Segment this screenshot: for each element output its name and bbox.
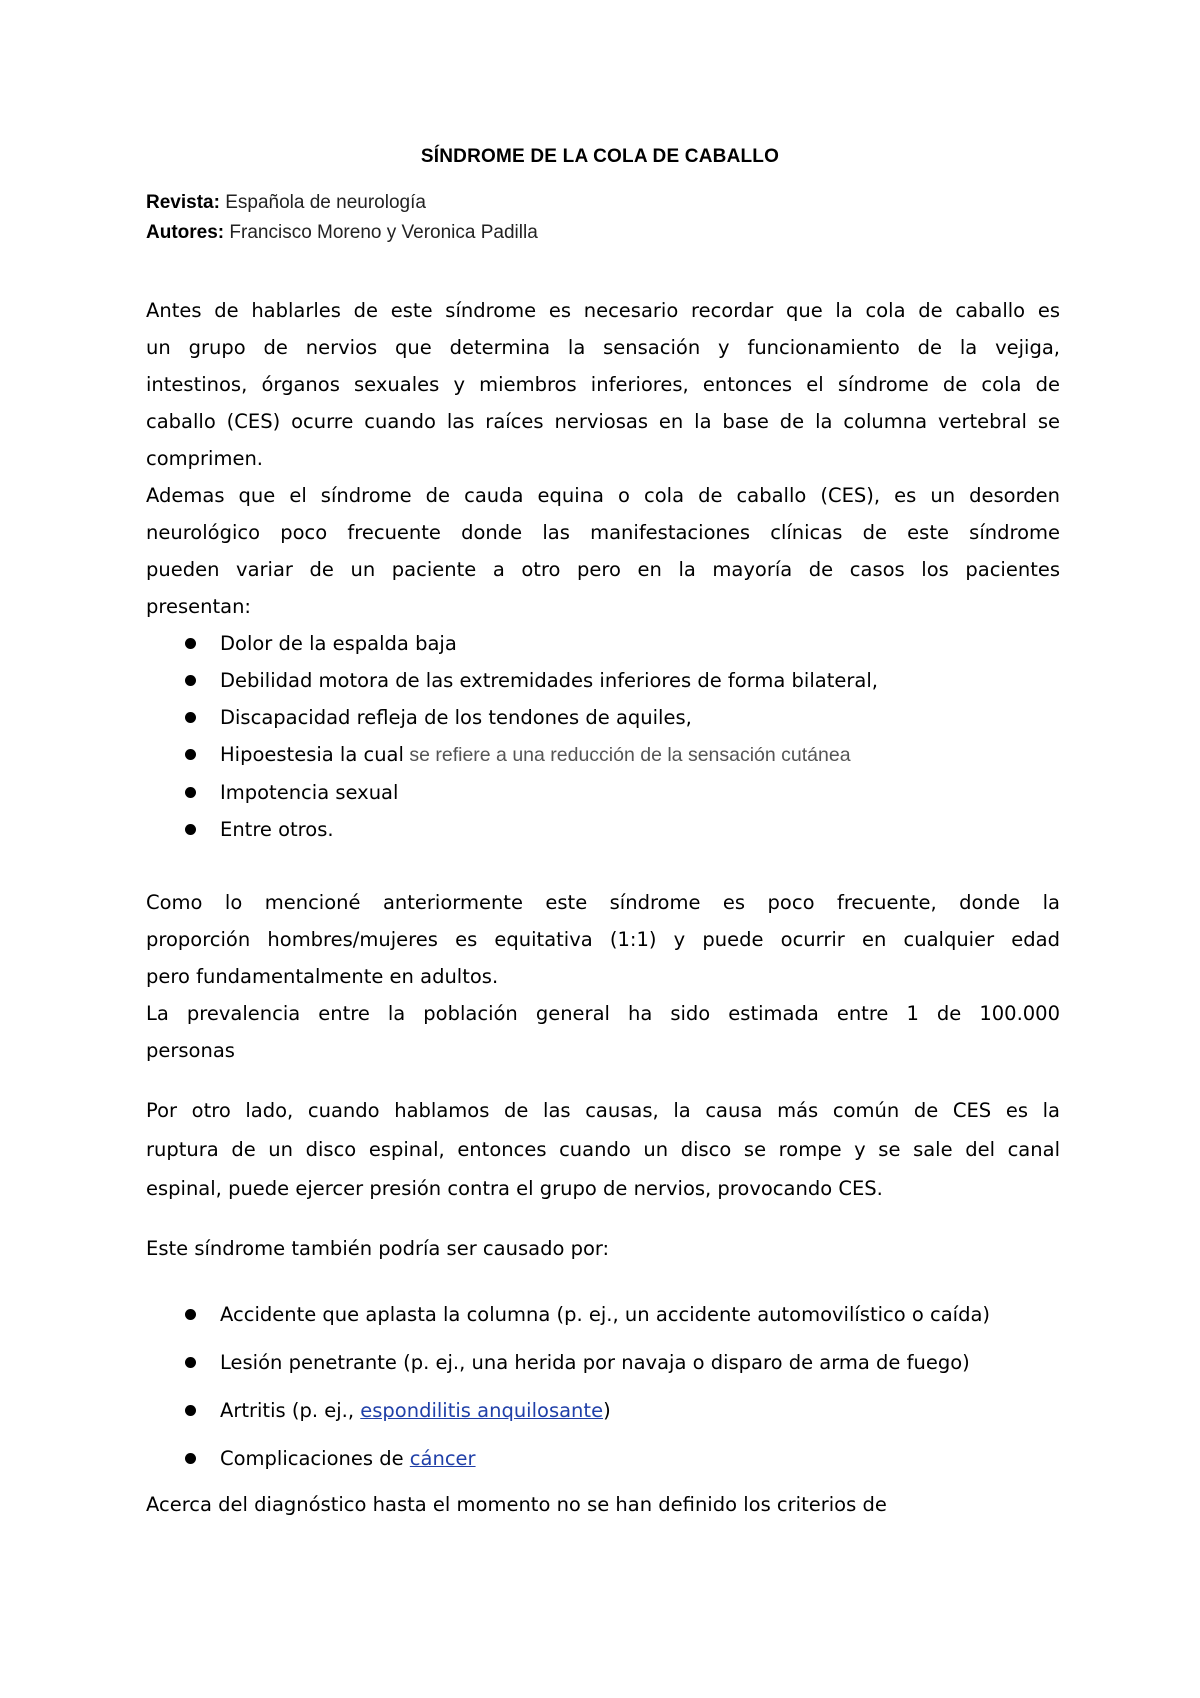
document-meta xyxy=(146,188,538,248)
bullet-icon xyxy=(185,1309,196,1320)
bullet-icon xyxy=(185,712,196,723)
bullet-icon xyxy=(185,638,196,649)
bullet-icon xyxy=(185,749,196,760)
paragraph-line: Por otro lado, cuando hablamos de las causas, la causa más común de CES es la xyxy=(146,1099,1060,1122)
causes-list xyxy=(146,1291,1060,1483)
paragraph-line: ruptura de un disco espinal, entonces cuando un disco se rompe y se sale del canal xyxy=(146,1138,1060,1161)
list-item: Artritis (p. ej., espondilitis anquilosante) xyxy=(146,1387,1060,1435)
bullet-icon xyxy=(185,1453,196,1464)
link-espondilitis[interactable]: espondilitis anquilosante xyxy=(360,1399,604,1422)
paragraph-line: Este síndrome también podría ser causado por: xyxy=(146,1237,610,1260)
paragraph-line: personas xyxy=(146,1039,235,1062)
authors-value: Francisco Moreno y Veronica Padilla xyxy=(229,222,538,243)
paragraph-line: Antes de hablarles de este síndrome es necesario recordar que la cola de caballo es xyxy=(146,299,1060,322)
paragraph-line: Acerca del diagnóstico hasta el momento no se han definido los criterios de xyxy=(146,1493,887,1516)
paragraph-line: proporción hombres/mujeres es equitativa (1:1) y puede ocurrir en cualquier edad xyxy=(146,928,1060,951)
authors-line xyxy=(146,218,538,248)
list-item: Impotencia sexual xyxy=(146,774,1060,811)
journal-label: Revista: xyxy=(146,192,220,213)
list-item: Hipoestesia la cual se refiere a una reducción de la sensación cutánea xyxy=(146,736,1060,774)
paragraph-line: pero fundamentalmente en adultos. xyxy=(146,965,499,988)
bullet-icon xyxy=(185,787,196,798)
paragraph-diagnosis xyxy=(146,1486,1060,1523)
paragraph-intro xyxy=(146,292,1060,477)
paragraph-line: neurológico poco frecuente donde las manifestaciones clínicas de este síndrome xyxy=(146,521,1060,544)
paragraph-line: comprimen. xyxy=(146,447,264,470)
paragraph-line: Ademas que el síndrome de cauda equina o cola de caballo (CES), es un desorden xyxy=(146,484,1060,507)
paragraph-line: Como lo mencioné anteriormente este síndrome es poco frecuente, donde la xyxy=(146,891,1060,914)
paragraph-line: pueden variar de un paciente a otro pero en la mayoría de casos los pacientes xyxy=(146,558,1060,581)
bullet-icon xyxy=(185,824,196,835)
list-item: Entre otros. xyxy=(146,811,1060,848)
symptom-definition: se refiere a una reducción de la sensación cutánea xyxy=(403,744,851,766)
paragraph-frequency xyxy=(146,884,1060,995)
journal-value: Española de neurología xyxy=(225,192,426,213)
paragraph-line: un grupo de nervios que determina la sensación y funcionamiento de la vejiga, xyxy=(146,336,1060,359)
list-item: Discapacidad refleja de los tendones de aquiles, xyxy=(146,699,1060,736)
symptoms-list xyxy=(146,625,1060,848)
paragraph-prevalence xyxy=(146,995,1060,1069)
authors-label: Autores: xyxy=(146,222,225,243)
bullet-icon xyxy=(185,1405,196,1416)
bullet-icon xyxy=(185,675,196,686)
paragraph-causes xyxy=(146,1091,1060,1208)
bullet-icon xyxy=(185,1357,196,1368)
paragraph-line: intestinos, órganos sexuales y miembros inferiores, entonces el síndrome de cola de xyxy=(146,373,1060,396)
list-item: Lesión penetrante (p. ej., una herida por navaja o disparo de arma de fuego) xyxy=(146,1339,1060,1387)
paragraph-line: La prevalencia entre la población general ha sido estimada entre 1 de 100.000 xyxy=(146,1002,1060,1025)
document-title: SÍNDROME DE LA COLA DE CABALLO xyxy=(420,146,780,167)
journal-line xyxy=(146,188,538,218)
list-item: Dolor de la espalda baja xyxy=(146,625,1060,662)
paragraph-line: presentan: xyxy=(146,595,252,618)
list-item: Debilidad motora de las extremidades inferiores de forma bilateral, xyxy=(146,662,1060,699)
paragraph-other-causes xyxy=(146,1230,1060,1267)
paragraph-line: espinal, puede ejercer presión contra el grupo de nervios, provocando CES. xyxy=(146,1177,883,1200)
paragraph-line: caballo (CES) ocurre cuando las raíces nerviosas en la base de la columna vertebral se xyxy=(146,410,1060,433)
paragraph-description xyxy=(146,477,1060,625)
list-item: Accidente que aplasta la columna (p. ej., un accidente automovilístico o caída) xyxy=(146,1291,1060,1339)
list-item: Complicaciones de cáncer xyxy=(146,1435,1060,1483)
link-cancer[interactable]: cáncer xyxy=(409,1447,476,1470)
